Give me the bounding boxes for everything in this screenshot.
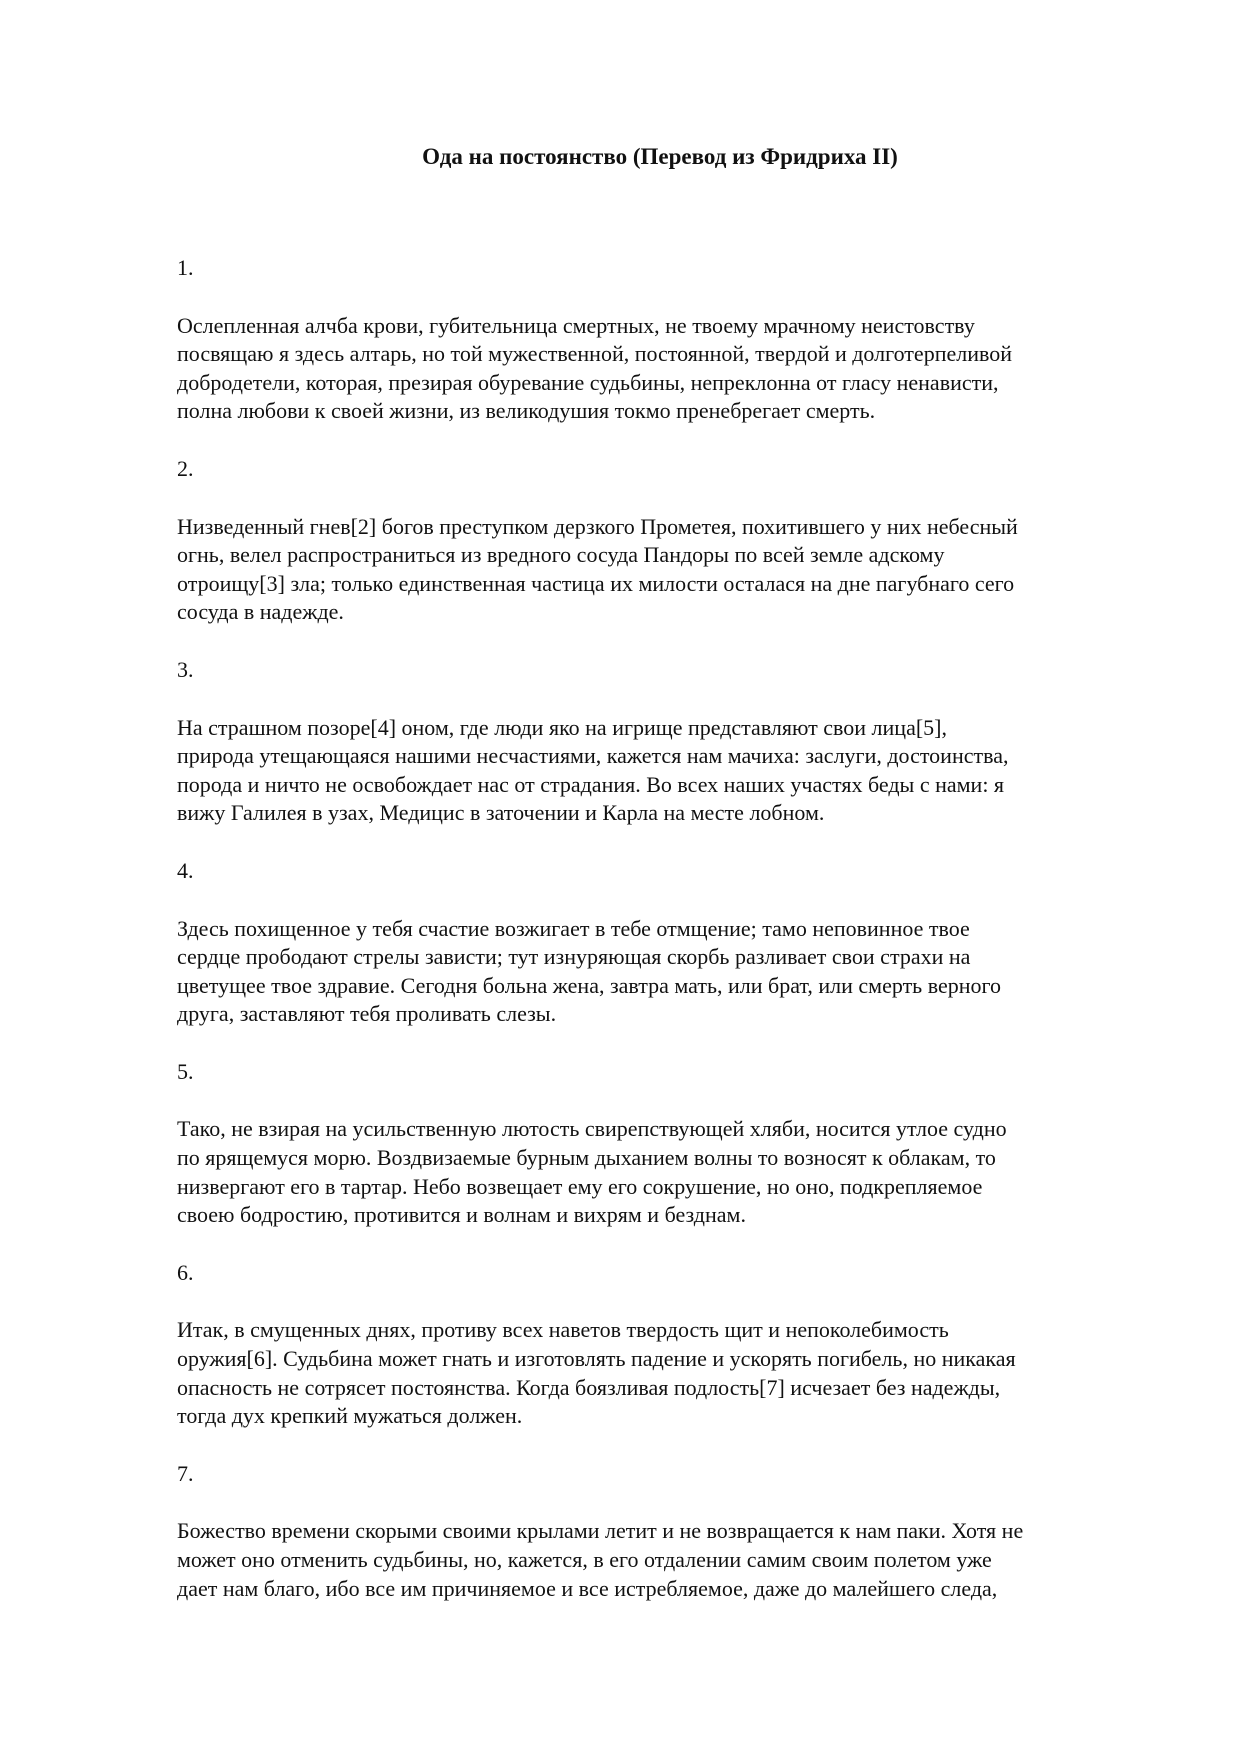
stanza-text-7 — [177, 1517, 1157, 1603]
stanza-text-3 — [177, 714, 1157, 828]
text-line: На страшном позоре[4] оном, где люди яко на игрище представляют свои лица[5], — [177, 714, 947, 740]
text-line: своею бодростию, противится и волнам и вихрям и безднам. — [177, 1202, 746, 1228]
stanza-text-6 — [177, 1316, 1157, 1430]
text-line: сердце прободают стрелы зависти; тут изнуряющая скорбь разливает свои страхи на — [177, 944, 971, 970]
text-line: Божество времени скорыми своими крылами летит и не возвращается к нам паки. Хотя не — [177, 1518, 1024, 1544]
text-line: тогда дух крепкий мужаться должен. — [177, 1403, 523, 1429]
text-line: порода и ничто не освобождает нас от страдания. Во всех наших участях беды с нами: я — [177, 771, 1005, 797]
stanza-text-4 — [177, 915, 1157, 1029]
stanza-text-1 — [177, 312, 1157, 426]
text-line: полна любови к своей жизни, из великодушия токмо пренебрегает смерть. — [177, 398, 876, 424]
text-line: опасность не сотрясет постоянства. Когда боязливая подлость[7] исчезает без надежды, — [177, 1374, 1001, 1400]
stanza-number-3: 3. — [177, 656, 194, 682]
text-line: Итак, в смущенных днях, противу всех наветов твердость щит и непоколебимость — [177, 1317, 949, 1343]
text-line: низвергают его в тартар. Небо возвещает ему его сокрушение, но оно, подкрепляемое — [177, 1173, 983, 1199]
text-line: Тако, не взирая на усильственную лютость свирепствующей хляби, носится утлое судно — [177, 1116, 1007, 1142]
stanza-text-5 — [177, 1115, 1157, 1229]
stanza-number-7: 7. — [177, 1460, 194, 1486]
text-line: добродетели, которая, презирая обуревание судьбины, непреклонна от гласу ненависти, — [177, 369, 999, 395]
text-line: друга, заставляют тебя проливать слезы. — [177, 1001, 557, 1027]
text-line: огнь, велел распространиться из вредного сосуда Пандоры по всей земле адскому — [177, 542, 945, 568]
text-line: цветущее твое здравие. Сегодня больна жена, завтра мать, или брат, или смерть верного — [177, 972, 1001, 998]
text-line: посвящаю я здесь алтарь, но той мужественной, постоянной, твердой и долготерпеливой — [177, 341, 1012, 367]
stanza-number-1: 1. — [177, 255, 194, 280]
text-line: оружия[6]. Судьбина может гнать и изготовлять падение и ускорять погибель, но никакая — [177, 1346, 1016, 1372]
text-line: по ярящемуся морю. Воздвизаемые бурным дыханием волны то возносят к облакам, то — [177, 1145, 996, 1171]
text-line: Ослепленная алчба крови, губительница смертных, не твоему мрачному неистовству — [177, 312, 975, 338]
text-line: отроищу[3] зла; только единственная частица их милости осталася на дне пагубнаго сего — [177, 570, 1015, 596]
document-title: Ода на постоянство (Перевод из Фридриха II) — [422, 144, 898, 169]
text-line: природа утещающаяся нашими несчастиями, кажется нам мачиха: заслуги, достоинства, — [177, 743, 1009, 769]
document-body — [177, 254, 1157, 1632]
text-line: Низведенный гнев[2] богов преступком дерзкого Прометея, похитившего у них небесный — [177, 513, 1018, 539]
text-line: вижу Галилея в узах, Медицис в заточении и Карла на месте лобном. — [177, 800, 825, 826]
stanza-number-5: 5. — [177, 1058, 194, 1084]
stanza-number-6: 6. — [177, 1259, 194, 1285]
text-line: сосуда в надежде. — [177, 599, 344, 625]
stanza-number-2: 2. — [177, 455, 194, 481]
text-line: может оно отменить судьбины, но, кажется, в его отдалении самим своим полетом уже — [177, 1547, 992, 1572]
text-line: Здесь похищенное у тебя счастие возжигает в тебе отмщение; тамо неповинное твое — [177, 915, 970, 941]
text-line: дает нам благо, ибо все им причиняемое и все истребляемое, даже до малейшего следа, — [177, 1575, 998, 1601]
stanza-number-4: 4. — [177, 857, 194, 883]
stanza-text-2 — [177, 513, 1157, 627]
